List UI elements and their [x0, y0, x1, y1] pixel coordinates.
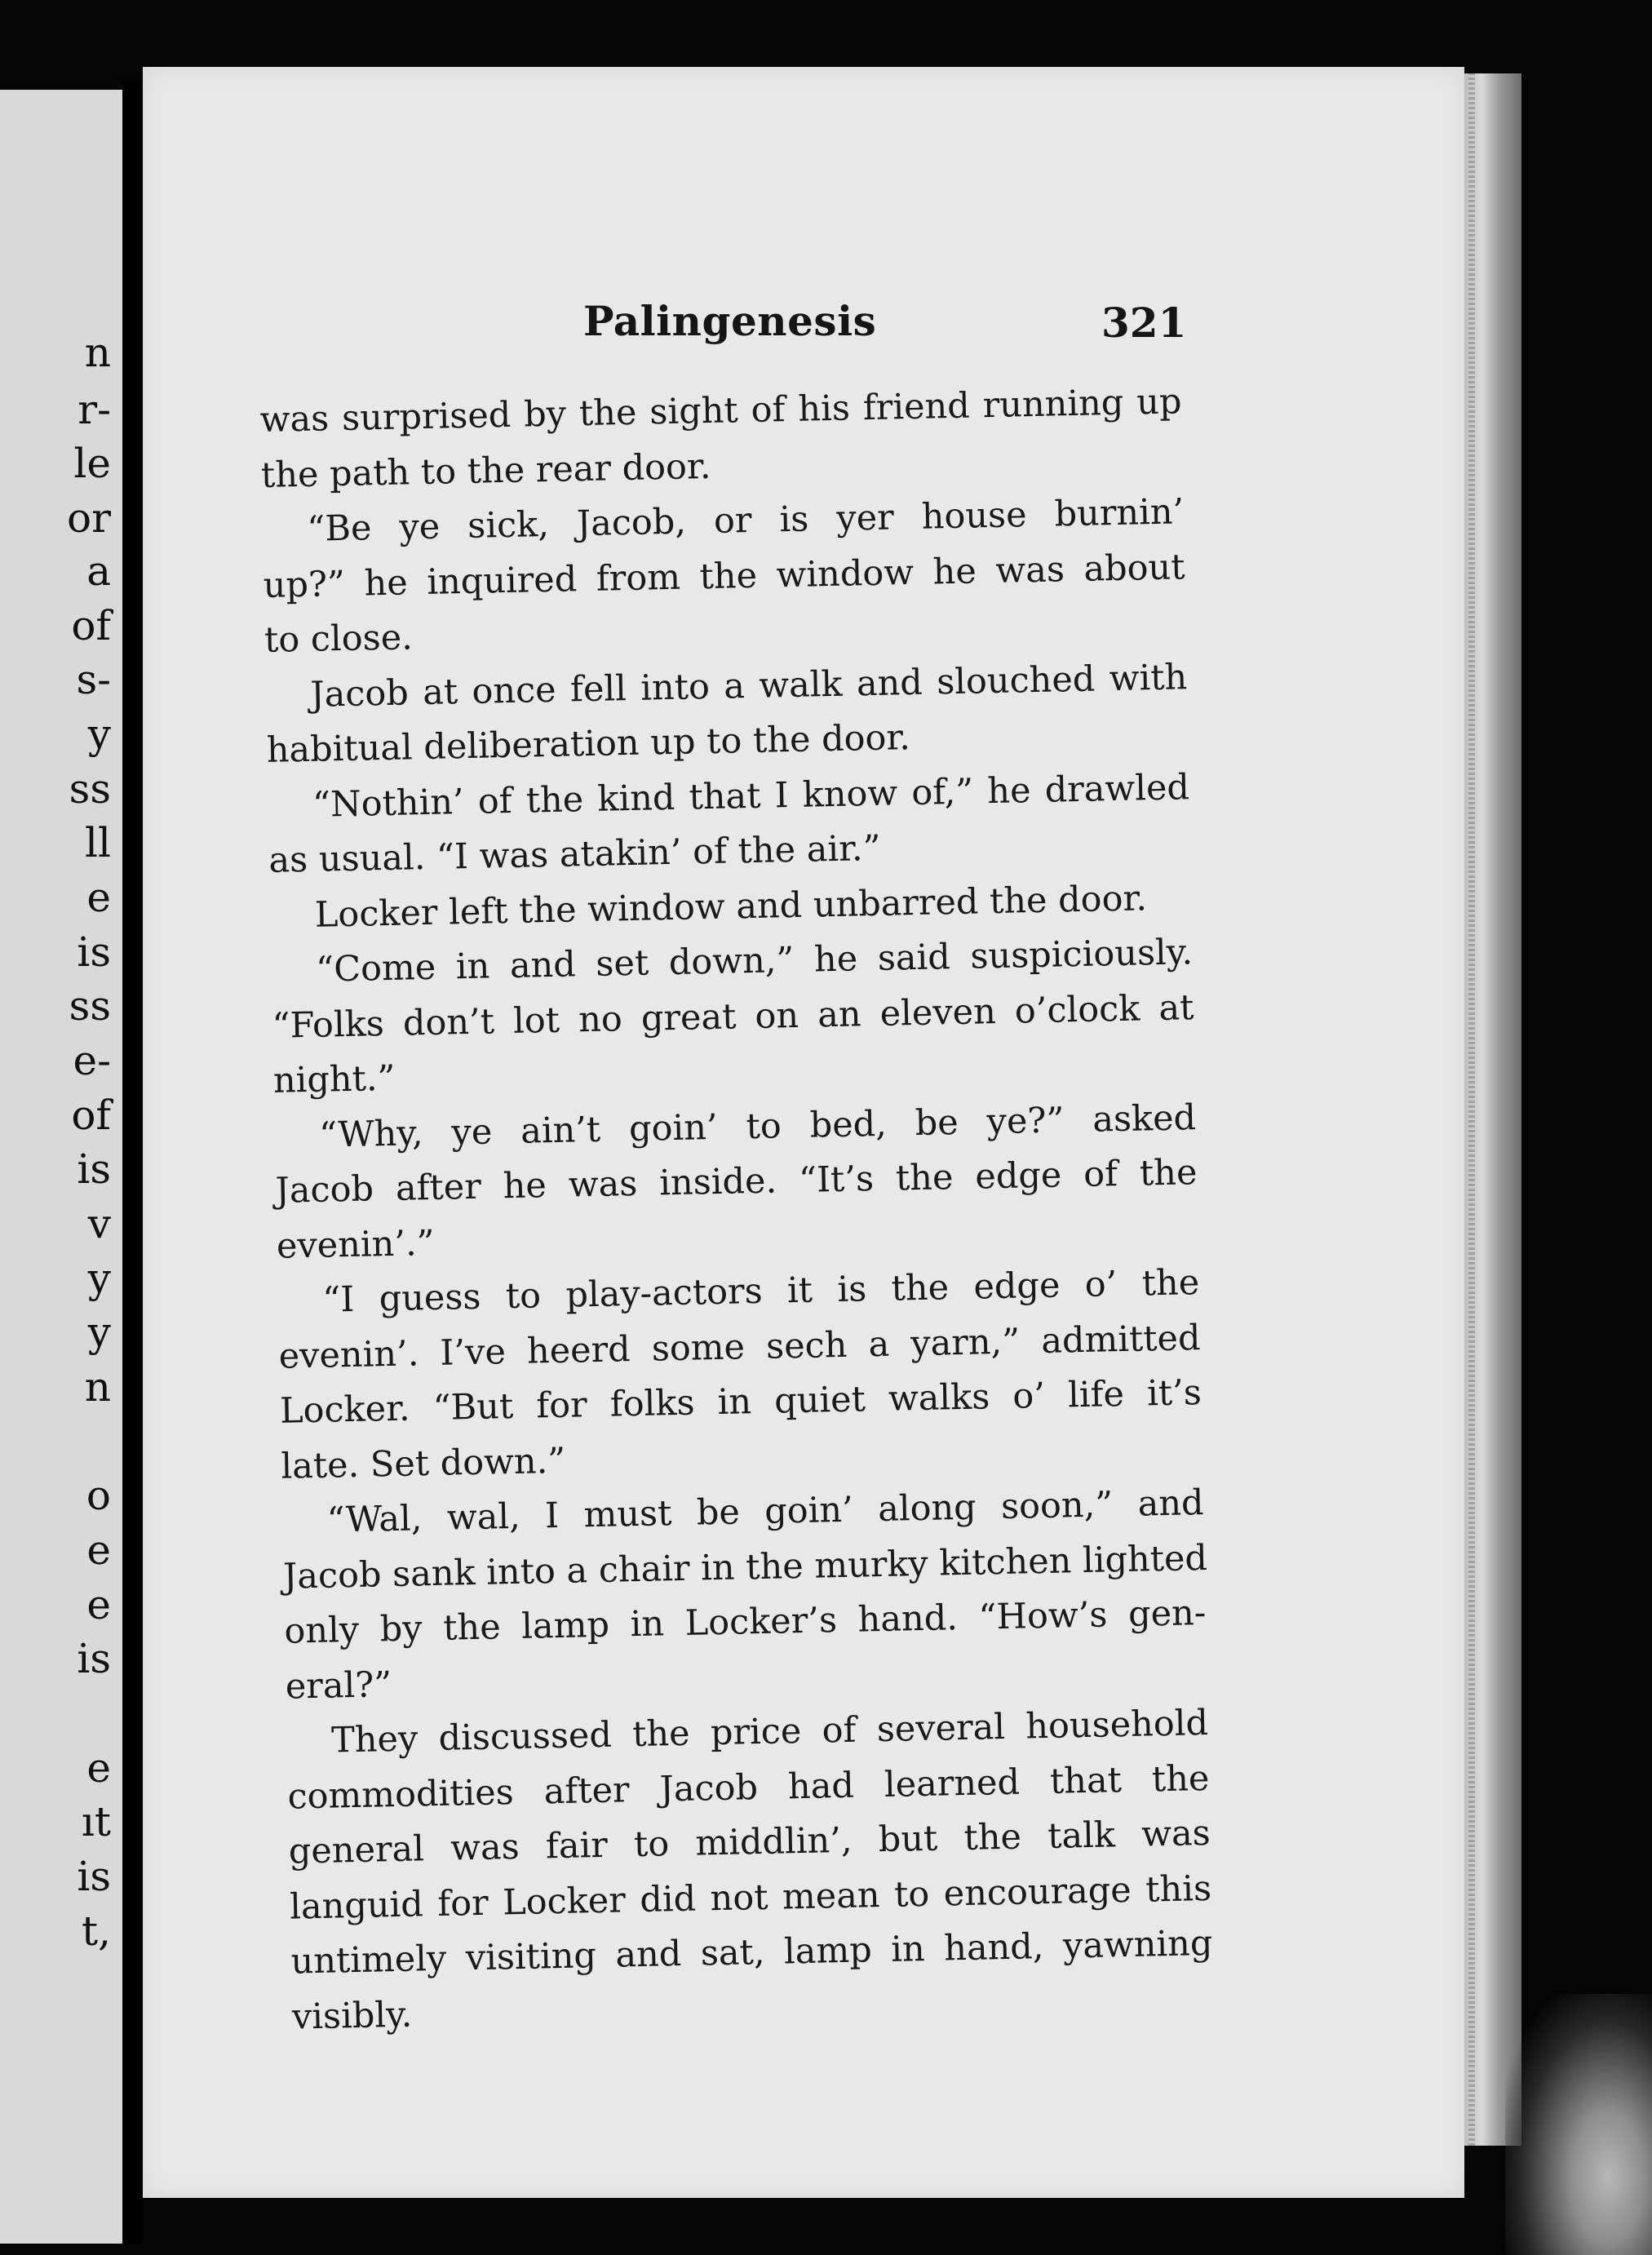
left-facing-page	[0, 90, 122, 2244]
running-title: Palingenesis	[583, 297, 877, 345]
text-line: to close.	[264, 617, 414, 661]
text-line: languid for Locker did not mean to encourage this	[289, 1867, 1212, 1928]
book-gutter	[122, 82, 143, 2244]
text-line: Locker. “But for folks in quiet walks o’ life it’s	[279, 1372, 1202, 1432]
left-page-fragment: e	[86, 1744, 111, 1792]
running-head	[143, 297, 1464, 354]
book-page	[143, 67, 1464, 2198]
left-page-fragment: ss	[69, 765, 111, 813]
left-page-fragment: is	[77, 1853, 111, 1900]
page-corner-blur	[1505, 1994, 1652, 2255]
left-page-fragment: y	[87, 1255, 111, 1302]
left-page-fragment: le	[73, 440, 111, 487]
text-line: Locker left the window and unbarred the door.	[314, 877, 1148, 936]
text-line: general was fair to middlin’, but the talk was	[288, 1812, 1211, 1872]
text-line: the path to the rear door.	[260, 445, 711, 496]
left-page-fragment: e-	[73, 1037, 111, 1084]
text-line: evenin’. I’ve heerd some sech a yarn,” admitted	[278, 1317, 1201, 1377]
left-page-fragment: e	[86, 1581, 111, 1628]
text-line: was surprised by the sight of his friend running up	[259, 381, 1182, 441]
left-page-fragment: is	[77, 1145, 111, 1193]
text-line: Jacob at once fell into a walk and slouched with	[309, 656, 1188, 715]
text-line: as usual. “I was atakin’ of the air.”	[268, 827, 882, 881]
left-page-fragment: e	[86, 874, 111, 921]
text-line: Jacob sank into a chair in the murky kitchen lighted	[282, 1537, 1208, 1597]
text-line: “Why, ye ain’t goin’ to bed, be ye?” asked	[318, 1096, 1197, 1156]
body-text	[259, 374, 1238, 2045]
left-page-fragment: of	[71, 602, 111, 649]
text-line: Jacob after he was inside. “It’s the edge of the	[275, 1152, 1198, 1212]
left-page-fragment: n	[84, 1363, 111, 1411]
left-page-fragment: t,	[82, 1907, 111, 1955]
text-line: night.”	[272, 1057, 396, 1101]
left-page-fragment: y	[87, 1309, 111, 1356]
text-line: “I guess to play-actors it is the edge o’ the	[321, 1262, 1200, 1321]
left-page-fragment: v	[87, 1200, 111, 1247]
text-line: commodities after Jacob had learned that the	[287, 1757, 1210, 1818]
text-line: eral?”	[285, 1664, 392, 1708]
left-page-fragment: s-	[76, 656, 111, 703]
left-page-fragment: is	[77, 928, 111, 976]
page-number: 321	[1101, 299, 1187, 347]
left-page-fragment: o	[86, 1472, 111, 1519]
text-line: habitual deliberation up to the door.	[266, 717, 911, 771]
text-line: “Nothin’ of the kind that I know of,” he drawled	[312, 766, 1190, 826]
page-edge-lines	[1468, 73, 1475, 2146]
left-page-fragment: y	[87, 711, 111, 758]
text-line: “Folks don’t lot no great on an eleven o’clock at	[272, 986, 1194, 1047]
text-line: untimely visiting and sat, lamp in hand, yawning	[290, 1922, 1213, 1983]
text-line: They discussed the price of several household	[330, 1702, 1209, 1761]
text-line: “Come in and set down,” he said suspiciously.	[315, 932, 1194, 990]
left-page-fragment: ll	[85, 819, 111, 866]
text-line: only by the lamp in Locker’s hand. “How’s gen-	[283, 1593, 1207, 1652]
text-line: up?” he inquired from the window he was about	[263, 546, 1186, 606]
left-page-fragment: n	[84, 329, 111, 376]
text-line: “Wal, wal, I must be goin’ along soon,” and	[326, 1482, 1205, 1541]
text-line: evenin’.”	[276, 1222, 436, 1267]
left-page-fragment: e	[86, 1526, 111, 1574]
text-line: visibly.	[291, 1994, 413, 2038]
left-page-fragment: r-	[78, 386, 111, 433]
text-line: “Be ye sick, Jacob, or is yer house burnin’	[306, 491, 1185, 550]
left-page-fragment: a	[86, 547, 111, 595]
left-page-fragment: ıt	[81, 1798, 111, 1845]
left-page-fragment: is	[77, 1635, 111, 1682]
left-page-fragment: ss	[69, 982, 111, 1030]
text-line: late. Set down.”	[280, 1440, 566, 1487]
left-page-fragment: or	[66, 494, 111, 542]
left-page-fragment: of	[71, 1092, 111, 1139]
